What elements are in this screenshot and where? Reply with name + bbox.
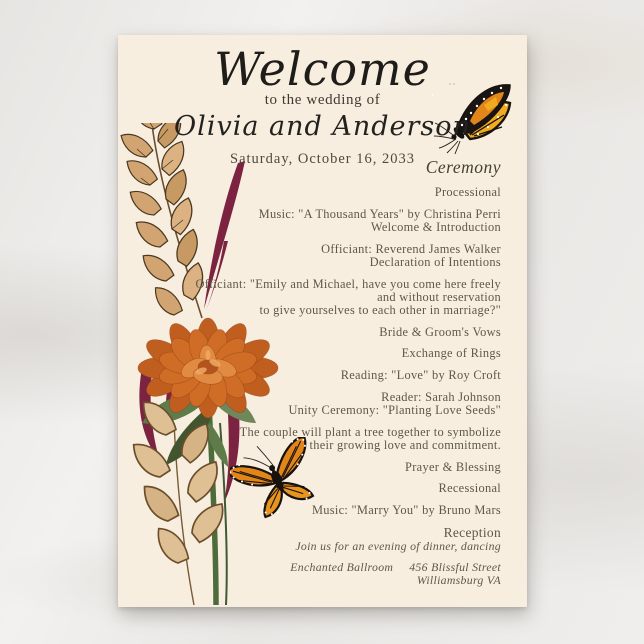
reception-title: Reception [443,524,501,540]
program-line: Officiant: Reverend James Walker [321,241,501,256]
couple-names: Olivia and Anderson [174,111,471,142]
program-line: Declaration of Intentions [369,254,501,269]
wedding-program-card [118,35,527,607]
reception-city: Williamsburg VA [416,572,501,587]
card-header [118,42,527,167]
program-line: Music: "Marry You" by Bruno Mars [311,502,501,517]
program-line: Processional [434,185,501,199]
program-item [158,278,501,318]
program-item [158,482,501,495]
program-item [158,504,501,517]
welcome-heading: Welcome [214,42,431,96]
program-item [158,426,501,452]
reception-tagline: Join us for an evening of dinner, dancing [295,538,501,553]
program-line: Reader: Sarah Johnson [381,389,501,404]
reception-section [158,526,501,587]
ceremony-section-title: Ceremony [425,157,501,177]
program-item [158,326,501,339]
program-line: Officiant: "Emily and Michael, have you come here freely [195,276,501,291]
program-line: Prayer & Blessing [405,459,501,474]
program-item [158,208,501,234]
program-line: Music: "A Thousand Years" by Christina Perri [258,206,501,221]
reception-venue: Enchanted Ballroom [290,559,394,574]
program-item [158,391,501,417]
reception-venue-line [158,561,501,574]
wedding-date: Saturday, October 16, 2033 [230,151,415,167]
program-line: The couple will plant a tree together to symbolize [239,424,501,439]
program-line: Welcome & Introduction [370,219,501,234]
program-line: Recessional [438,481,501,496]
program-item [158,461,501,474]
program-line: Reading: "Love" by Roy Croft [340,368,501,383]
program-line: to give yourselves to each other in marriage?" [259,302,501,317]
wedding-subtitle: to the wedding of [264,92,381,108]
reception-address: 456 Blissful Street [409,559,501,574]
program-item [158,369,501,382]
program-line: their growing love and commitment. [309,437,501,452]
program-item [158,186,501,199]
program-line: Unity Ceremony: "Planting Love Seeds" [288,402,501,417]
program-item [158,347,501,360]
program-item [158,243,501,269]
program-line: Exchange of Rings [401,346,501,361]
program-line: and without reservation [377,289,501,304]
program-line: Bride & Groom's Vows [379,324,501,339]
ceremony-program [158,157,501,595]
